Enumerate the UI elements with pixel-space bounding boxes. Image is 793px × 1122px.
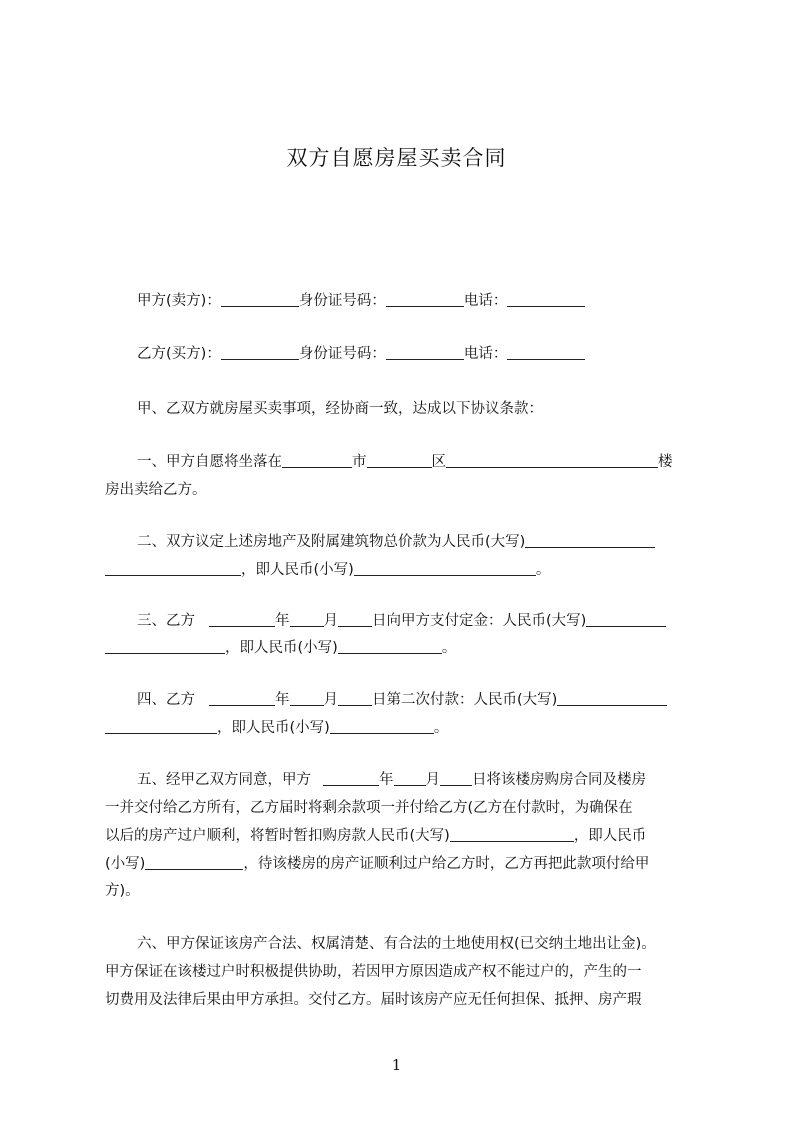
clause-4-year-label: 年 (275, 692, 290, 708)
clause-1-address-blank[interactable] (446, 451, 658, 468)
clause-2-small-label: ，即人民币(小写) (241, 562, 354, 578)
clause-1-city-blank[interactable] (282, 451, 352, 468)
clause-5-withhold-text: 以后的房产过户顺利，将暂时暂扣购房款人民币(大写) (105, 828, 450, 844)
clause-1-district-label: 区 (431, 454, 446, 470)
clause-4-amount-words-blank[interactable] (557, 689, 667, 706)
party-a-id-blank[interactable] (386, 290, 464, 307)
clause-3-day-blank[interactable] (338, 610, 372, 627)
clause-5-text: 五、经甲乙双方同意，甲方 (137, 772, 311, 788)
clause-2-amount-figures-blank[interactable] (354, 559, 536, 576)
clause-2-line-2 (105, 558, 705, 582)
clause-1-text: 一、甲方自愿将坐落在 (137, 454, 282, 470)
clause-2-text: 二、双方议定上述房地产及附属建筑物总价款为人民币(大写) (137, 534, 526, 550)
clause-5-text-cont: 日将该楼房购房合同及楼房 (472, 772, 646, 788)
clause-5-line-1 (105, 768, 737, 792)
clause-5-line-4 (105, 852, 705, 876)
clause-5-line-2: 一并交付给乙方所有，乙方届时将剩余款项一并付给乙方(乙方在付款时，为确保在 (105, 800, 633, 816)
clause-1-building-label: 楼 (658, 454, 673, 470)
clause-4-end: 。 (433, 720, 449, 736)
clause-3-end: 。 (441, 640, 457, 656)
clause-4-amount-figures-blank[interactable] (330, 717, 434, 734)
clause-1-city-label: 市 (352, 454, 367, 470)
party-b-label: 乙方(买方)： (137, 346, 221, 362)
clause-3-amount-words-blank-cont[interactable] (105, 637, 225, 654)
clause-5-text-tail: ，待该楼房的房产证顺利过户给乙方时，乙方再把此款项付给甲 (243, 856, 650, 872)
clause-3-month-blank[interactable] (290, 610, 324, 627)
clause-1-line-1 (105, 450, 737, 474)
clause-2-amount-words-blank-cont[interactable] (105, 559, 241, 576)
clause-5-year-blank[interactable] (323, 769, 379, 786)
clause-6-line-2: 甲方保证在该楼过户时积极提供协助，若因甲方原因造成产权不能过户的，产生的一 (105, 964, 642, 980)
clause-5-year-label: 年 (379, 772, 394, 788)
party-b-name-blank[interactable] (221, 343, 299, 360)
clause-4-month-blank[interactable] (290, 689, 324, 706)
clause-4-line-1 (105, 688, 737, 712)
clause-3-deposit-text: 日向甲方支付定金：人民币(大写) (372, 613, 587, 629)
clause-3-line-2 (105, 636, 705, 660)
clause-2-amount-words-blank[interactable] (525, 531, 655, 548)
party-a-id-label: 身份证号码： (298, 293, 386, 309)
party-b-id-label: 身份证号码： (298, 346, 386, 362)
clause-4-small-label: ，即人民币(小写) (217, 720, 330, 736)
clause-3-month-label: 月 (323, 613, 338, 629)
document-title: 双方自愿房屋买卖合同 (286, 146, 507, 170)
clause-4-day-blank[interactable] (338, 689, 372, 706)
clause-3-amount-figures-blank[interactable] (338, 637, 442, 654)
clause-3-year-blank[interactable] (209, 610, 275, 627)
party-a-name-blank[interactable] (221, 290, 299, 307)
clause-2-line-1 (105, 530, 737, 554)
clause-1-line-2: 房出卖给乙方。 (105, 482, 207, 498)
clause-5-line-3 (105, 824, 705, 848)
clause-4-text: 四、乙方 (137, 692, 195, 708)
clause-4-payment-text: 日第二次付款：人民币(大写) (372, 692, 558, 708)
intro-paragraph: 甲、乙双方就房屋买卖事项，经协商一致，达成以下协议条款： (137, 401, 543, 417)
clause-3-line-1 (105, 609, 737, 633)
clause-3-amount-words-blank[interactable] (586, 610, 666, 627)
clause-1-district-blank[interactable] (367, 451, 432, 468)
party-b-id-blank[interactable] (386, 343, 464, 360)
clause-4-line-2 (105, 716, 705, 740)
clause-5-amount-figures-blank[interactable] (145, 853, 243, 870)
clause-2-end: 。 (535, 562, 551, 578)
clause-5-rmb-label: ，即人民币 (573, 828, 647, 844)
party-a-line (105, 289, 737, 313)
party-b-phone-blank[interactable] (507, 343, 585, 360)
clause-6-line-3: 切费用及法律后果由甲方承担。交付乙方。届时该房产应无任何担保、抵押、房产瑕 (105, 992, 642, 1008)
clause-3-text: 三、乙方 (137, 613, 195, 629)
party-b-line (105, 342, 737, 366)
clause-5-amount-words-blank[interactable] (450, 825, 574, 842)
clause-3-year-label: 年 (275, 613, 290, 629)
party-b-phone-label: 电话： (463, 346, 508, 362)
page-number: 1 (391, 1056, 402, 1074)
clause-4-year-blank[interactable] (209, 689, 275, 706)
clause-3-small-label: ，即人民币(小写) (225, 640, 338, 656)
party-a-label: 甲方(卖方)： (137, 293, 221, 309)
clause-4-month-label: 月 (323, 692, 338, 708)
clause-5-month-label: 月 (425, 772, 440, 788)
clause-5-day-blank[interactable] (440, 769, 472, 786)
clause-4-amount-words-blank-cont[interactable] (105, 717, 217, 734)
clause-5-small-label: (小写) (105, 856, 146, 872)
clause-6-line-1: 六、甲方保证该房产合法、权属清楚、有合法的土地使用权(已交纳土地出让金)。 (137, 936, 656, 952)
party-a-phone-blank[interactable] (507, 290, 585, 307)
clause-5-line-5: 方)。 (105, 883, 140, 899)
clause-5-month-blank[interactable] (394, 769, 426, 786)
party-a-phone-label: 电话： (463, 293, 508, 309)
